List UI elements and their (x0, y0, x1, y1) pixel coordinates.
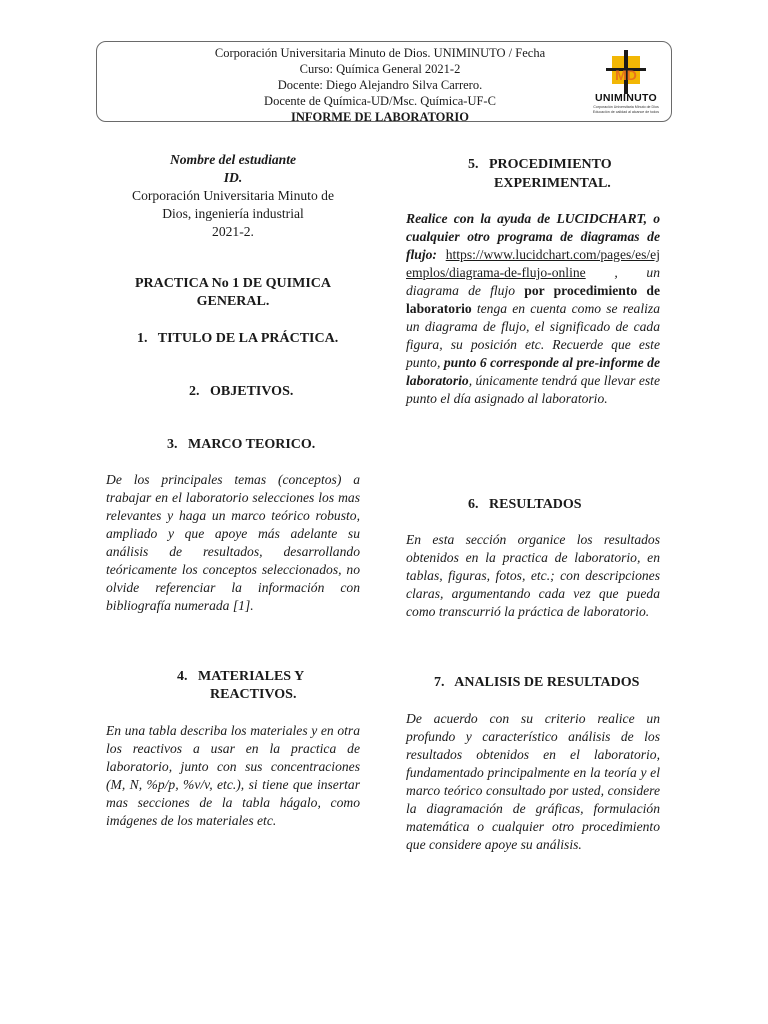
section-6-body: En esta sección organice los resultados obtenidos en la practica de laboratorio, en tablas, figuras, fotos, etc.; con descripciones claras, argumentando cada vez que pueda como transcurrió la práctica de laboratorio. (406, 532, 660, 619)
logo-tagline (586, 105, 666, 114)
section-5-bold2: punto 6 corresponde al pre-informe de laboratorio (406, 355, 660, 388)
section-7-body: De acuerdo con su criterio realice un profundo y característico análisis de los resultados obtenidos en el laboratorio, fundamentado principalmente en la teoría y el marco teórico consultado por usted, considere la diagramación de gráficas, formulación matemática o cualquier otro procedimiento que considere apoye su análisis. (406, 711, 660, 852)
section-3-heading: 3. MARCO TEORICO. (167, 437, 316, 452)
logo-brand: UNIMINUTO (594, 92, 657, 104)
header-teacher-credentials: Docente de Química-UD/Msc. Química-UF-C (264, 94, 496, 108)
section-7-heading: 7. ANALISIS DE RESULTADOS (434, 675, 640, 690)
section-5-end: , únicamente tendrá que llevar este punto el día asignado al laboratorio. (406, 373, 660, 406)
student-period: 2021-2. (212, 224, 254, 239)
logo-tagline-2: Educación de calidad al alcance de todos (592, 109, 660, 114)
logo-tagline-1: Corporación Universitaria Minuto de Dios (593, 105, 659, 109)
header-text (130, 45, 630, 125)
section-5-mid1: , un diagrama de flujo (406, 265, 660, 298)
student-name: Nombre del estudiante (169, 152, 297, 167)
header-teacher: Docente: Diego Alejandro Silva Carrero. (277, 78, 483, 92)
section-2-heading: 2. OBJETIVOS. (189, 384, 294, 399)
logo-mark-icon (584, 50, 668, 94)
section-4-heading-1: 4. MATERIALES Y (177, 669, 305, 684)
section-4-body: En una tabla describa los materiales y en otra los reactivos a usar en la practica de laboratorio, junto con sus concentraciones (M, N, %p/p, %v/v, etc.), si tiene que insertar mas secciones de la tabla hágalo, como imágenes de los materiales etc. (106, 723, 360, 828)
student-id: ID. (223, 170, 243, 185)
practice-title (106, 275, 360, 311)
lucidchart-link[interactable]: https://www.lucidchart.com/pages/es/ejemplos/diagrama-de-flujo-online (406, 247, 660, 280)
student-info (106, 151, 360, 241)
uniminuto-logo (584, 50, 668, 120)
section-5-bold1: por procedimiento de laboratorio (406, 283, 660, 316)
section-5-heading-2: EXPERIMENTAL. (494, 176, 611, 191)
header-title: INFORME DE LABORATORIO (290, 110, 470, 124)
section-6-heading: 6. RESULTADOS (468, 497, 582, 512)
section-5-intro: Realice con la ayuda de LUCIDCHART, o cualquier otro programa de diagramas de flujo: (406, 211, 660, 262)
header-institution: Corporación Universitaria Minuto de Dios. UNIMINUTO / Fecha (214, 46, 546, 60)
logo-mark-text: MD (615, 67, 637, 83)
section-5-heading-1: 5. PROCEDIMIENTO (468, 157, 612, 172)
section-1-heading: 1. TITULO DE LA PRÁCTICA. (137, 331, 339, 346)
header-course: Curso: Química General 2021-2 (299, 62, 461, 76)
practice-title-line2: GENERAL. (196, 294, 270, 309)
section-4-heading-2: REACTIVOS. (210, 687, 297, 702)
student-institution-2: Dios, ingeniería industrial (162, 206, 304, 221)
student-institution-1: Corporación Universitaria Minuto de (132, 188, 334, 203)
section-5-body (406, 210, 660, 408)
section-3-body: De los principales temas (conceptos) a trabajar en el laboratorio selecciones los mas relevantes y haga un marco teórico robusto, ampliado y que apoye más adelante su análisis de resultados, desarrollando teóricamente los conceptos seleccionados, no olvide referenciar la información con bibliografía numerada [1]. (106, 472, 360, 613)
practice-title-line1: PRACTICA No 1 DE QUIMICA (134, 276, 331, 291)
section-5-mid2: tenga en cuenta como se realiza un diagrama de flujo, el significado de cada figura, su posición etc. Recuerde que este punto, (406, 301, 660, 370)
